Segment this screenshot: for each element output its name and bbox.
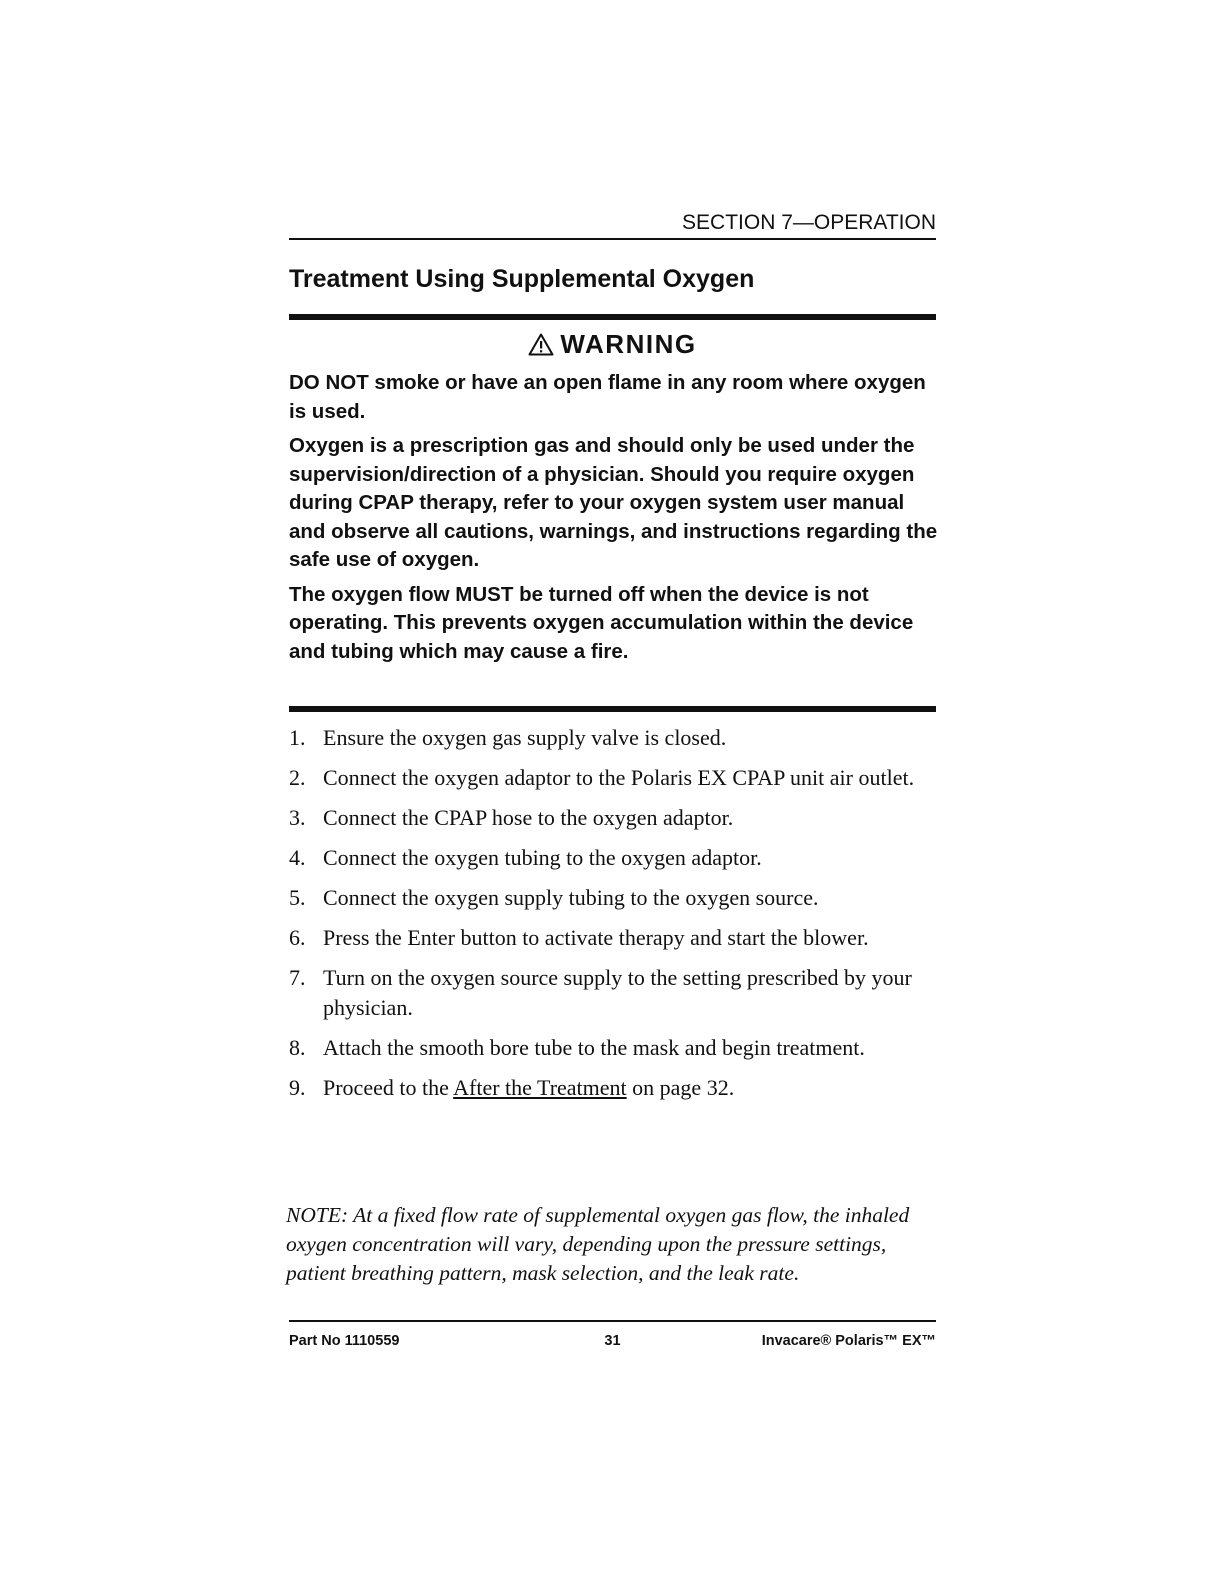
steps-list [289,723,939,1113]
warning-body [289,369,939,672]
section-header [289,208,936,240]
product-name: Invacare® Polaris™ EX™ [761,1333,936,1349]
warning-bottom-rule [289,706,936,712]
part-number: Part No 1110559 [289,1333,400,1349]
section-label: SECTION 7—OPERATION [682,211,936,234]
warning-top-rule [289,314,936,320]
warning-emphasis: MUST [455,582,514,606]
warning-heading [289,326,936,362]
step-item: 5. Connect the oxygen supply tubing to the oxygen source. [289,885,819,910]
after-treatment-link[interactable]: After the Treatment [453,1075,627,1100]
step-item: 6. Press the Enter button to activate therapy and start the blower. [289,925,869,950]
warning-emphasis: CPAP [358,491,414,514]
warning-triangle-icon [528,333,554,356]
warning-paragraph-prescription: Oxygen is a prescription gas and should only be used under the supervision/direction of a physician. Should you require oxygen during CPAP therapy, refer to your oxygen system user manual and observe all cautions, warnings, and instructions regarding the safe use of oxygen. [289,434,938,571]
page-title: Treatment Using Supplemental Oxygen [289,265,755,293]
warning-heading-text: WARNING [560,329,697,359]
step-item: 3. Connect the CPAP hose to the oxygen adaptor. [289,805,734,830]
note-text: NOTE: At a fixed flow rate of supplemental oxygen gas flow, the inhaled oxygen concentration will vary, depending upon the pressure settings, patient breathing pattern, mask selection, and the leak rate. [286,1203,910,1285]
step-item: 4. Connect the oxygen tubing to the oxygen adaptor. [289,845,762,870]
warning-paragraph-flow-off: The oxygen flow MUST be turned off when the device is not operating. This prevents oxygen accumulation within the device and tubing which may cause a fire. [289,582,914,663]
step-item: 2. Connect the oxygen adaptor to the Polaris EX CPAP unit air outlet. [289,765,915,790]
step-item: 1. Ensure the oxygen gas supply valve is closed. [289,725,727,750]
warning-paragraph-smoking: DO NOT smoke or have an open flame in any room where oxygen is used. [289,371,926,423]
step-item: 7. Turn on the oxygen source supply to the setting prescribed by your physician. [289,965,912,1020]
page-number: 31 [604,1333,621,1349]
warning-emphasis: DO NOT [289,371,369,394]
step-item: 9. Proceed to the After the Treatment on page 32. [289,1075,735,1100]
page-footer [289,1320,936,1360]
step-item: 8. Attach the smooth bore tube to the mask and begin treatment. [289,1035,865,1060]
